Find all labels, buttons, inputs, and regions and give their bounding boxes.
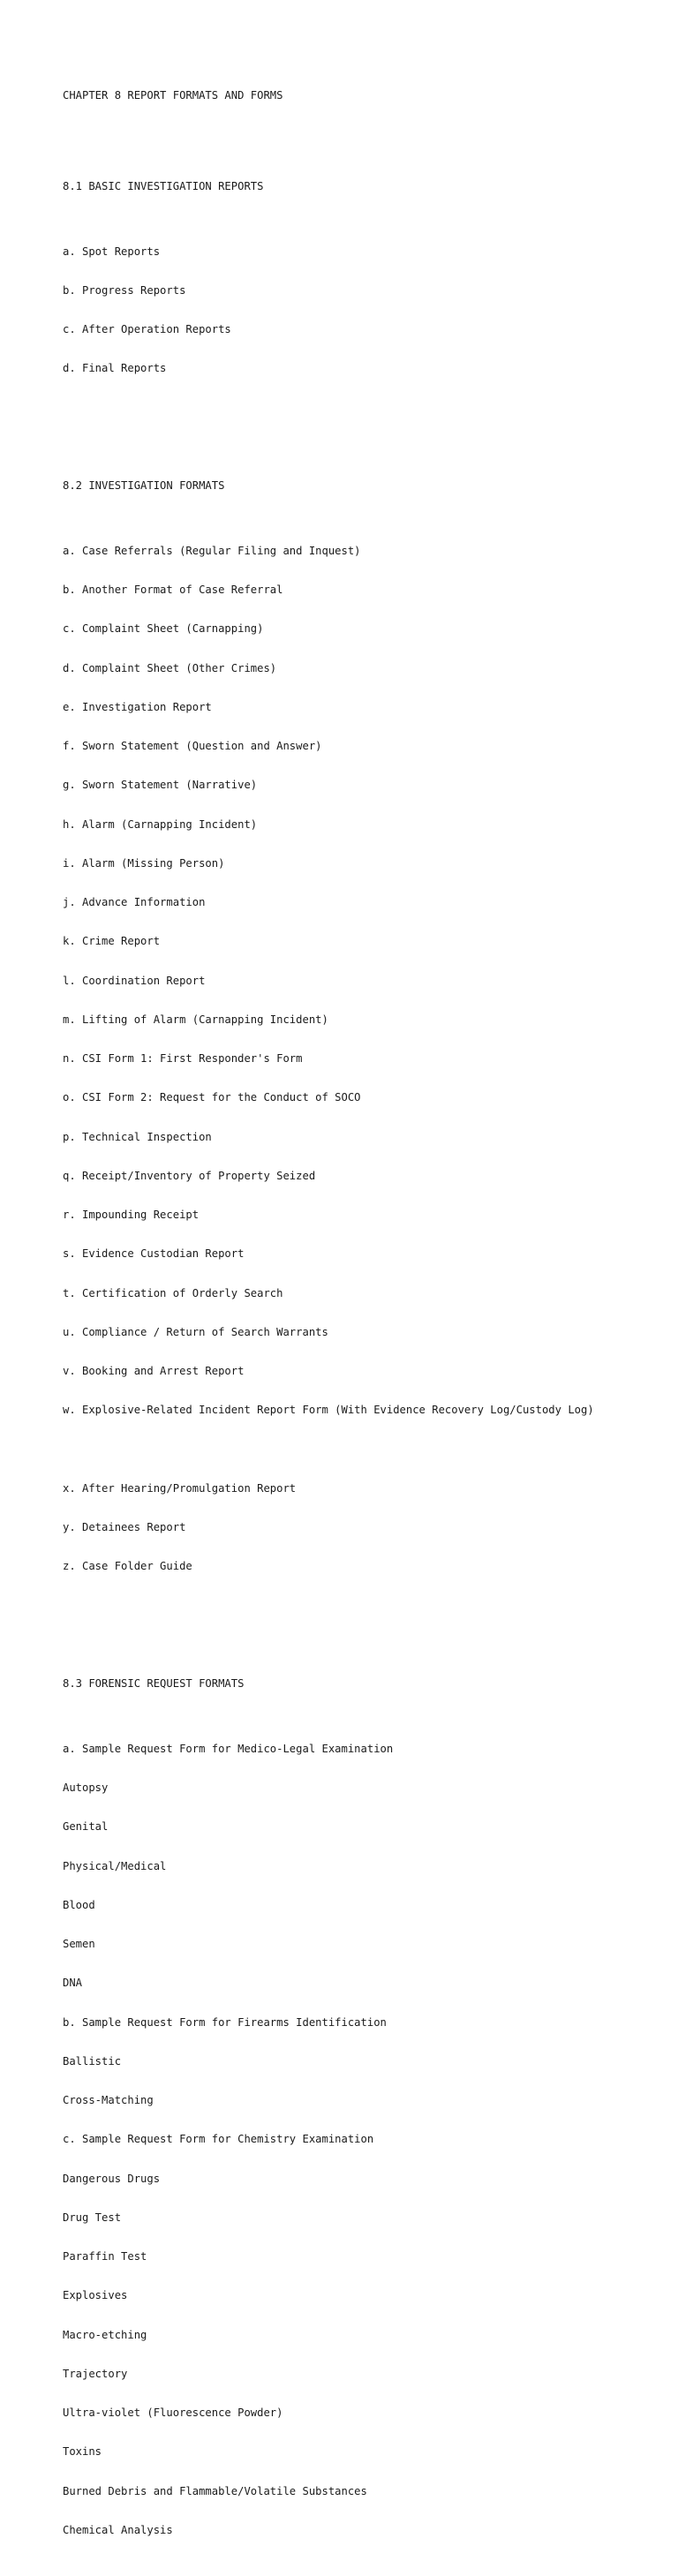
list-item: b. Another Format of Case Referral	[63, 584, 283, 596]
list-item: u. Compliance / Return of Search Warrants	[63, 1325, 328, 1338]
list-item: q. Receipt/Inventory of Property Seized	[63, 1169, 316, 1182]
list-item: b. Sample Request Form for Firearms Identification	[63, 2015, 387, 2029]
list-item: Dangerous Drugs	[63, 2172, 161, 2185]
list-item: Chemical Analysis	[63, 2523, 173, 2536]
list-item: y. Detainees Report	[63, 1521, 186, 1533]
list-item: w. Explosive-Related Incident Report Form (With Evidence Recovery Log/Custody Log)	[63, 1404, 594, 1417]
list-item: Semen	[63, 1938, 95, 1950]
list-item: d. Final Reports	[63, 362, 167, 375]
list-item: Toxins	[63, 2445, 102, 2459]
section-8-3-list	[63, 1716, 663, 2563]
section-8-2-list	[63, 518, 663, 1599]
list-item: Ballistic	[63, 2054, 122, 2068]
section-8-1-heading: 8.1 BASIC INVESTIGATION REPORTS	[63, 179, 264, 192]
list-item: l. Coordination Report	[63, 974, 206, 987]
blank-line	[63, 1625, 663, 1638]
list-item: Ultra-violet (Fluorescence Powder)	[63, 2407, 283, 2419]
list-item: r. Impounding Receipt	[63, 1209, 200, 1221]
list-item: Explosives	[63, 2289, 128, 2302]
list-item: e. Investigation Report	[63, 700, 212, 713]
list-item: Macro-etching	[63, 2328, 147, 2341]
list-item: c. After Operation Reports	[63, 323, 231, 335]
list-item: c. Complaint Sheet (Carnapping)	[63, 622, 264, 636]
list-item: o. CSI Form 2: Request for the Conduct of SOCO	[63, 1091, 361, 1104]
list-item: p. Technical Inspection	[63, 1130, 212, 1143]
list-item: Burned Debris and Flammable/Volatile Substances	[63, 2484, 367, 2497]
blank-line	[63, 427, 663, 441]
list-item: h. Alarm (Carnapping Incident)	[63, 817, 258, 831]
list-item: Genital	[63, 1820, 109, 1834]
list-item: x. After Hearing/Promulgation Report	[63, 1481, 297, 1495]
section-8-3-heading: 8.3 FORENSIC REQUEST FORMATS	[63, 1677, 245, 1690]
list-item: Blood	[63, 1898, 95, 1911]
list-item: g. Sworn Statement (Narrative)	[63, 779, 258, 792]
list-item: d. Complaint Sheet (Other Crimes)	[63, 661, 277, 674]
section-8-1-list	[63, 219, 663, 402]
list-item: n. CSI Form 1: First Responder's Form	[63, 1052, 303, 1065]
list-item: j. Advance Information	[63, 896, 206, 908]
list-item: s. Evidence Custodian Report	[63, 1247, 245, 1261]
list-item: v. Booking and Arrest Report	[63, 1365, 245, 1377]
list-item: Trajectory	[63, 2367, 128, 2380]
blank-line	[63, 128, 663, 141]
list-item: Cross-Matching	[63, 2094, 154, 2106]
list-item: k. Crime Report	[63, 935, 161, 948]
list-item: Physical/Medical	[63, 1859, 167, 1872]
list-item: c. Sample Request Form for Chemistry Examination	[63, 2133, 374, 2146]
list-item: a. Case Referrals (Regular Filing and Inquest)	[63, 544, 361, 557]
list-item: a. Spot Reports	[63, 245, 161, 258]
chapter-title: CHAPTER 8 REPORT FORMATS AND FORMS	[63, 88, 283, 102]
blank-line	[63, 1443, 663, 1457]
list-item: Autopsy	[63, 1781, 109, 1794]
list-item: a. Sample Request Form for Medico-Legal Examination	[63, 1742, 394, 1755]
list-item: Paraffin Test	[63, 2250, 147, 2263]
list-item: t. Certification of Orderly Search	[63, 1286, 283, 1299]
list-item: z. Case Folder Guide	[63, 1560, 192, 1573]
document-page	[63, 63, 663, 2576]
section-8-2-heading: 8.2 INVESTIGATION FORMATS	[63, 479, 225, 492]
list-item: b. Progress Reports	[63, 283, 186, 297]
list-item: Drug Test	[63, 2211, 122, 2224]
list-item: f. Sworn Statement (Question and Answer)	[63, 740, 322, 752]
list-item: DNA	[63, 1977, 83, 1990]
list-item: i. Alarm (Missing Person)	[63, 856, 225, 870]
list-item: m. Lifting of Alarm (Carnapping Incident)	[63, 1013, 328, 1026]
